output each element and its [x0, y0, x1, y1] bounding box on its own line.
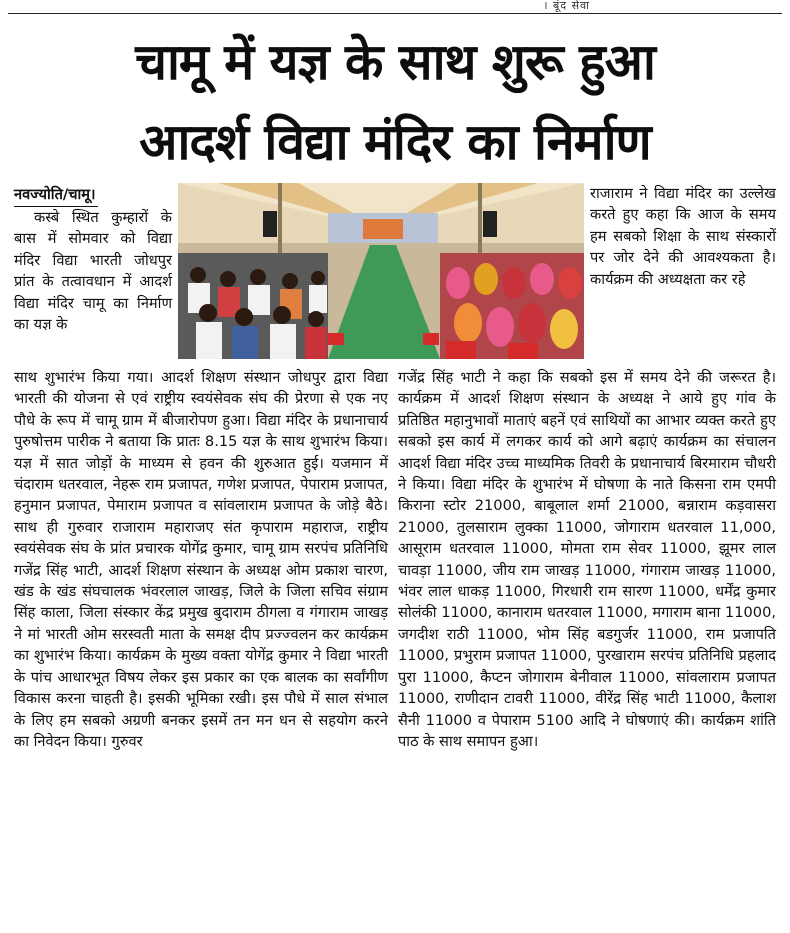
- dateline: नवज्योति/चामू।: [14, 184, 98, 207]
- top-fragment-text: । बूंद सेवा: [543, 0, 590, 12]
- headline-line-1: चामू में यज्ञ के साथ शुरू हुआ: [135, 33, 655, 91]
- headline-line-2: आदर्श विद्या मंदिर का निर्माण: [139, 113, 651, 171]
- article-text-right-top: राजाराम ने विद्या मंदिर का उल्लेख करते हुए कहा कि आज के समय हम सबको शिक्षा के साथ संस्कारों पर जोर देने की आवश्यकता है। कार्यक्रम की अध्यक्षता कर रहे: [590, 185, 776, 288]
- article-text-left-top: कस्बे स्थित कुम्हारों के बास में सोमवार को विद्या मंदिर विद्या भारती जोधपुर प्रांत के तत्वावधान में आदर्श विद्या मंदिर चामू का निर्माण का यज्ञ के: [14, 209, 172, 334]
- top-rule: [8, 13, 782, 14]
- event-photo: [178, 183, 584, 359]
- article-text-left-bottom: साथ शुभारंभ किया गया। आदर्श शिक्षण संस्थान जोधपुर द्वारा विद्या भारती की योजना से एवं राष्ट्रीय स्वयंसेवक संघ की प्रेरणा से एक नए पौधे के रूप में चामू ग्राम में बीजारोपण हुआ। विद्या मंदिर के प्रधानाचार्य पुरुषोत्तम पारीक ने बताया कि प्रातः 8.15 यज्ञ के साथ शुभारंभ किया। यज्ञ में सात जोड़ों के माध्यम से हवन की शुरुआत हुई। यजमान में चंदाराम धतरवाल, नेहरू राम प्रजापत, गणेश प्रजापत, पेपाराम प्रजापत, हनुमान प्रजापत, पेमाराम प्रजापत व सांवलाराम प्रजापत के जोड़े बैठे। साथ ही गुरुवार राजाराम महाराजए संत कृपाराम महाराज, राष्ट्रीय स्वयंसेवक संघ के प्रांत प्रचारक योगेंद्र कुमार, चामू ग्राम सरपंच प्रतिनिधि गजेंद्र सिंह भाटी, आदर्श शिक्षण संस्थान के अध्यक्ष ओम प्रकाश चारण, खंड के खंड संघचालक भंवरलाल जाखड़, जिले के जिला सचिव संग्राम सिंह काला, जिला संस्कार केंद्र प्रमुख बुदाराम ठीगला व गंगाराम जाखड़ ने मां भारती ओम सरस्वती माता के समक्ष दीप प्रज्ज्वलन कर कार्यक्रम का शुभारंभ किया। कार्यक्रम के मुख्य वक्ता योगेंद्र कुमार ने विद्या भारती के पांच आधारभूत विषय लेकर इस प्रकार का एक बालक का सर्वांगीण विकास करना चाहती है। इसकी भूमिका रखी। इस पौधे में साल संभाल के लिए हम सबको अग्रणी बनकर इसमें तन मन धन से सहयोग करने का निवेदन किया। गुरुवर: [14, 369, 388, 750]
- event-photo-illustration: [178, 183, 584, 359]
- article-text-right-bottom: गजेंद्र सिंह भाटी ने कहा कि सबको इस में समय देने की जरूरत है। कार्यक्रम में आदर्श शिक्षण संस्थान के अध्यक्ष ने आये हुए गांव के प्रतिष्ठित महानुभावों माताएं बहनें एवं साथियों का आभार व्यक्त करते हुए सबको इस कार्य में लगकर कार्य को आगे बढ़ाएं कार्यक्रम का संचालन आदर्श विद्या मंदिर उच्च माध्यमिक तिवरी के प्रधानाचार्य बिरमाराम चौधरी ने किया। विद्या मंदिर के शुभारंभ में घोषणा के नाते किसना राम एमपी किराना स्टोर 21000, बाबूलाल शर्मा 21000, बन्नाराम कड़वासरा 21000, तुलसाराम लुक्का 11000, जोगाराम धतरवाल 11,000, आसूराम धतरवाल 11000, मोमता राम सेवर 11000, झूमर लाल चावड़ा 11000, जीय राम जाखड़ 11000, गंगाराम जाखड़ 11000, भंवर लाल धाकड़ 11000, गिरधारी राम सारण 11000, धर्मेंद्र कुमार सोलंकी 11000, कानाराम धतरवाल 11000, मगाराम बाना 11000, जगदीश राठी 11000, भोम सिंह बडगुर्जर 11000, राम प्रजापति 11000, प्रभुराम प्रजापत 11000, पुरखाराम सरपंच प्रतिनिधि प्रहलाद पुरा 11000, कैप्टन जोगाराम बेनीवाल 11000, सांवलाराम प्रजापत 11000, राणीदान टावरी 11000, वीरेंद्र सिंह भाटी 11000, कैलाश सैनी 11000 व पेपाराम 5100 आदि ने घोषणाएं की। कार्यक्रम शांति पाठ के साथ समापन हुआ।: [398, 369, 776, 750]
